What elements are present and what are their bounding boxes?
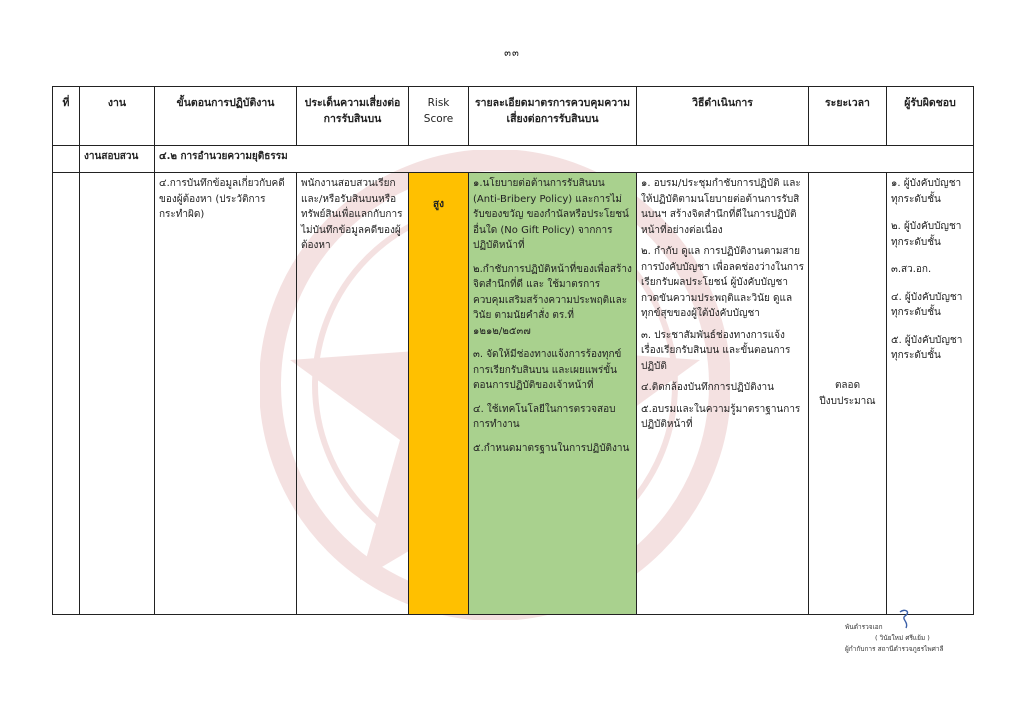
signature-name: ( วินัยใหม่ ศรีแย้ม ) (875, 634, 930, 642)
header-timeframe: ระยะเวลา (809, 87, 887, 146)
row-no (53, 173, 80, 615)
responsible-item: ๔. ผู้บังคับบัญชาทุกระดับชั้น (891, 291, 963, 318)
header-measures: รายละเอียดมาตรการควบคุมความเสี่ยงต่อการรับสินบน (469, 87, 637, 146)
risk-table (52, 86, 974, 615)
header-row (53, 87, 974, 146)
responsible-item: ๒. ผู้บังคับบัญชาทุกระดับชั้น (891, 221, 962, 248)
method-item: ๒. กำกับ ดูแล การปฏิบัติงานตามสายการบังคับบัญชา เพื่อลดช่องว่างในการเรียกรับผลประโยชน์ ผู้บังคับบัญชากวดขันความประพฤติและวินัย ดูแลทุกข์สุขของผู้ใต้บังคับบัญชา (641, 246, 804, 319)
method-item: ๔.ติดกล้องบันทึกการปฏิบัติงาน (641, 382, 774, 393)
section-row (53, 146, 974, 173)
risk-score-badge: สูง (409, 173, 469, 615)
row-measures (469, 173, 637, 615)
header-method: วิธีดำเนินการ (637, 87, 809, 146)
signature-position: ผู้กำกับการ สถานีตำรวจภูธรไพศาลี (845, 645, 944, 653)
table-row (53, 173, 974, 615)
header-work: งาน (80, 87, 155, 146)
row-risk-issue: พนักงานสอบสวนเรียกและ/หรือรับสินบนหรือทรัพย์สินเพื่อแลกกับการไม่บันทึกข้อมูลคดีของผู้ต้องหา (297, 173, 409, 615)
section-title: ๔.๒ การอำนวยความยุติธรรม (155, 146, 974, 173)
measure-item: ๑.นโยบายต่อต้านการรับสินบน (Anti-Bribery Policy) และการไม่รับของขวัญ ของกำนัลหรือประโยชน์อื่นใด (No Gift Policy) จากการปฏิบัติหน้าที่ (473, 178, 629, 251)
row-step: ๔.การบันทึกข้อมูลเกี่ยวกับคดีของผู้ต้องหา (ประวัติการกระทำผิด) (155, 173, 297, 615)
responsible-item: ๑. ผู้บังคับบัญชาทุกระดับชั้น (891, 178, 962, 205)
section-work: งานสอบสวน (80, 146, 155, 173)
measure-item: ๒.กำชับการปฏิบัติหน้าที่ของเพื่อสร้างจิตสำนึกที่ดี และ ใช้มาตรการควบคุมเสริมสร้างความประพฤติและวินัย ตามนัยคำสั่ง ตร.ที่ ๑๒๑๒/๒๕๓๗ (473, 263, 632, 337)
measure-item: ๕.กำหนดมาตรฐานในการปฏิบัติงาน (473, 442, 630, 454)
signature-mark-icon (897, 608, 913, 630)
header-step: ขั้นตอนการปฏิบัติงาน (155, 87, 297, 146)
row-methods (637, 173, 809, 615)
method-item: ๑. อบรม/ประชุมกำชับการปฏิบัติ และให้ปฏิบัติตามนโยบายต่อต้านการรับสินบนฯ สร้างจิตสำนึกที่ดีในการปฏิบัติหน้าที่อย่างต่อเนื่อง (641, 178, 801, 236)
method-item: ๕.อบรมและในความรู้มาตราฐานการปฏิบัติหน้าที่ (641, 403, 801, 430)
row-timeframe: ตลอดปีงบประมาณ (809, 173, 887, 615)
header-risk-score: Risk Score (409, 87, 469, 146)
header-responsible: ผู้รับผิดชอบ (887, 87, 974, 146)
responsible-item: ๕. ผู้บังคับบัญชาทุกระดับชั้น (891, 334, 963, 361)
row-responsible (887, 173, 974, 615)
method-item: ๓. ประชาสัมพันธ์ช่องทางการแจ้งเรื่องเรียกรับสินบน และขั้นตอนการปฏิบัติ (641, 329, 791, 372)
header-no: ที่ (53, 87, 80, 146)
header-risk-issue: ประเด็นความเสี่ยงต่อการรับสินบน (297, 87, 409, 146)
row-work (80, 173, 155, 615)
section-no (53, 146, 80, 173)
signature-block (845, 608, 985, 655)
measure-item: ๔. ใช้เทคโนโลยีในการตรวจสอบการทำงาน (473, 403, 616, 430)
responsible-item: ๓.สว.อก. (891, 264, 932, 275)
signature-rank: พันตำรวจเอก (845, 623, 883, 631)
measure-item: ๓. จัดให้มีช่องทางแจ้งการร้องทุกข์การเรียกรับสินบน และเผยแพร่ขั้นตอนการปฏิบัติของเจ้าหน้าที่ (473, 349, 622, 391)
page-number: ๓๓ (504, 48, 520, 59)
